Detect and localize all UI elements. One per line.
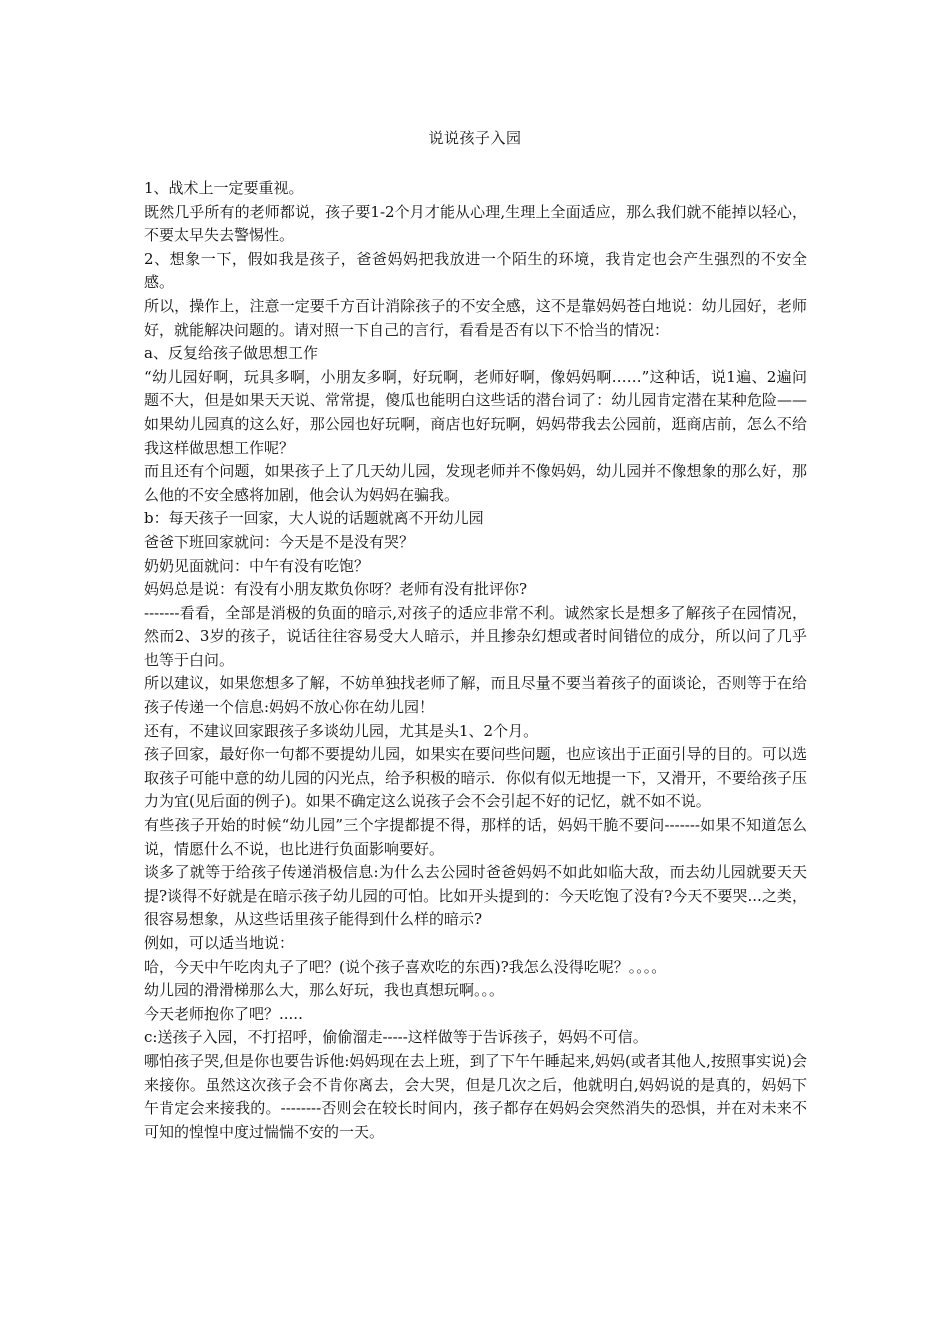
paragraph: 1、战术上一定要重视。 [144, 179, 304, 197]
paragraph: 而且还有个问题，如果孩子上了几天幼儿园，发现老师并不像妈妈，幼儿园并不像想象的那么好，那么他的不安全感将加剧，他会认为妈妈在骗我。 [144, 462, 807, 504]
document-title: 说说孩子入园 [428, 129, 522, 147]
paragraph: 例如，可以适当地说： [144, 934, 295, 952]
paragraph: 所以建议，如果您想多了解，不妨单独找老师了解，而且尽量不要当着孩子的面谈论，否则等于在给孩子传递一个信息:妈妈不放心你在幼儿园！ [144, 674, 807, 717]
paragraph: c:送孩子入园，不打招呼，偷偷溜走-----这样做等于告诉孩子，妈妈不可信。 [144, 1028, 648, 1047]
paragraph: 既然几乎所有的老师都说，孩子要1-2个月才能从心理,生理上全面适应，那么我们就不能掉以轻心，不要太早失去警惕性。 [144, 202, 807, 245]
document-body [144, 177, 807, 1144]
paragraph: 还有，不建议回家跟孩子多谈幼儿园，尤其是头1、2个月。 [144, 721, 539, 740]
paragraph: “幼儿园好啊，玩具多啊，小朋友多啊，好玩啊，老师好啊，像妈妈啊……”这种话，说1遍、2遍问题不大，但是如果天天说、常常提，傻瓜也能明白这些话的潜台词了：幼儿园肯定潜在某种危险——如果幼儿园真的这么好，那公园也好玩啊，商店也好玩啊，妈妈带我去公园前，逛商店前，怎么不给我这样做思想工作呢？ [144, 367, 807, 457]
paragraph: 谈多了就等于给孩子传递消极信息:为什么去公园时爸爸妈妈不如此如临大敌，而去幼儿园就要天天提?谈得不好就是在暗示孩子幼儿园的可怕。比如开头提到的：今天吃饱了没有?今天不要哭...之类，很容易想象，从这些话里孩子能得到什么样的暗示? [144, 863, 807, 929]
paragraph: 2、想象一下，假如我是孩子，爸爸妈妈把我放进一个陌生的环境，我肯定也会产生强烈的不安全感。 [144, 249, 807, 292]
paragraph: 妈妈总是说：有没有小朋友欺负你呀？老师有没有批评你? [144, 580, 528, 599]
paragraph: 爸爸下班回家就问：今天是不是没有哭？ [144, 532, 415, 551]
paragraph: a、反复给孩子做思想工作 [144, 344, 318, 363]
paragraph: 今天老师抱你了吧？..... [144, 1004, 303, 1023]
paragraph: 哪怕孩子哭,但是你也要告诉他:妈妈现在去上班，到了下午午睡起来,妈妈(或者其他人,按照事实说)会来接你。虽然这次孩子会不肯你离去，会大哭，但是几次之后，他就明白,妈妈说的是真的，妈妈下午肯定会来接我的。--------否则会在较长时间内，孩子都存在妈妈会突然消失的恐惧，并在对未来不可知的惶惶中度过惴惴不安的一天。 [144, 1051, 807, 1141]
paragraph: 孩子回家，最好你一句都不要提幼儿园，如果实在要问些问题，也应该出于正面引导的目的。可以选取孩子可能中意的幼儿园的闪光点，给予积极的暗示．你似有似无地提一下，又滑开，不要给孩子压力为宜(见后面的例子)。如果不确定这么说孩子会不会引起不好的记忆，就不如不说。 [144, 745, 807, 811]
paragraph: 有些孩子开始的时候“幼儿园”三个字提都提不得，那样的话，妈妈干脆不要问-------如果不知道怎么说，情愿什么不说，也比进行负面影响要好。 [144, 816, 807, 858]
paragraph: b：每天孩子一回家，大人说的话题就离不开幼儿园 [144, 509, 484, 528]
paragraph: -------看看，全部是消极的负面的暗示,对孩子的适应非常不利。诚然家长是想多了解孩子在园情况，然而2、3岁的孩子，说话往往容易受大人暗示，并且掺杂幻想或者时间错位的成分，所以问了几乎也等于白问。 [144, 603, 807, 669]
paragraph: 所以，操作上，注意一定要千方百计消除孩子的不安全感，这不是靠妈妈苍白地说：幼儿园好，老师好，就能解决问题的。请对照一下自己的言行，看看是否有以下不恰当的情况： [144, 296, 807, 339]
paragraph: 哈，今天中午吃肉丸子了吧？(说个孩子喜欢吃的东西)?我怎么没得吃呢？。。。。 [144, 957, 667, 976]
paragraph: 幼儿园的滑滑梯那么大，那么好玩，我也真想玩啊。。。 [144, 981, 505, 1000]
paragraph: 奶奶见面就问：中午有没有吃饱？ [144, 556, 370, 575]
